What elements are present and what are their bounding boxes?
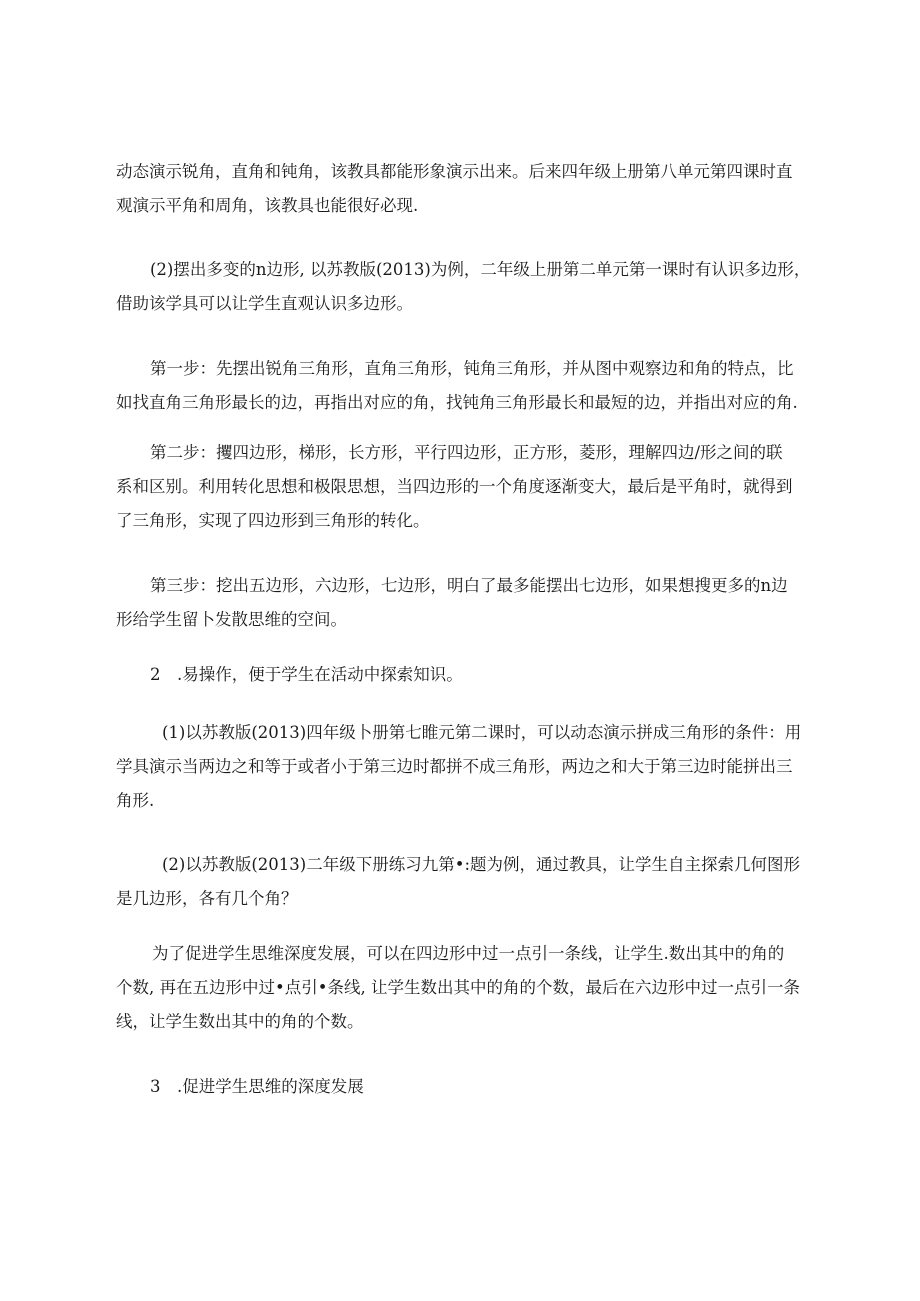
text-line: 第二步：攫四边形，梯形，长方形，平行四边形，正方形，菱形，理解四边/形之间的联 <box>150 443 783 462</box>
text-line: (2)以苏教版(2013)二年级下册练习九第•:题为例，通过教具，让学生自主探索几何图形 <box>162 855 801 874</box>
text-line: 线，让学生数出其中的角的个数。 <box>116 1012 364 1031</box>
text-line: 2 .易操作，便于学生在活动中探索知识。 <box>150 665 463 684</box>
text-line: 动态演示锐角，直角和钝角，该教具都能形象演示出来。后来四年级上册第八单元第四课时直 <box>116 162 793 181</box>
paragraph-polygon-item-2 <box>116 253 810 321</box>
text-line: 个数, 再在五边形中过•点引•条线, 让学生数出其中的角的个数，最后在六边形中过一点引一条 <box>116 978 800 997</box>
text-line: 第一步：先摆出锐角三角形，直角三角形，钝角三角形，并从图中观察边和角的特点，比 <box>150 359 794 378</box>
paragraph-exercise-nine <box>116 848 810 916</box>
text-line: 第三步：挖出五边形，六边形，七边形，明白了最多能摆出七边形，如果想搜更多的n边 <box>150 576 788 595</box>
text-line: 为了促进学生思维深度发展，可以在四边形中过一点引一条线，让学生.数出其中的角的 <box>152 944 785 963</box>
text-line: 了三角形，实现了四边形到三角形的转化。 <box>116 511 430 530</box>
text-line: 系和区别。利用转化思想和极限思想，当四边形的一个角度逐渐变大，最后是平角时，就得到 <box>116 477 793 496</box>
text-line: 如找直角三角形最长的边，再指出对应的角，找钝角三角形最长和最短的边，并指出对应的角. <box>116 393 798 412</box>
paragraph-step-three <box>116 569 810 637</box>
paragraph-triangle-condition <box>116 716 810 818</box>
text-line: 3 .促进学生思维的深度发展 <box>150 1077 364 1096</box>
paragraph-step-one <box>116 352 810 420</box>
paragraph-thinking-depth <box>116 937 810 1039</box>
text-line: 是几边形，各有几个角？ <box>116 889 298 908</box>
paragraph-step-two <box>116 436 810 538</box>
text-line: 形给学生留卜发散思维的空间。 <box>116 610 347 629</box>
section-heading-2 <box>116 658 810 692</box>
section-heading-3 <box>116 1070 810 1104</box>
text-line: (1)以苏教版(2013)四年级卜册第七睢元第二课时，可以动态演示拼成三角形的条件：用 <box>162 723 802 742</box>
text-line: 角形. <box>116 791 155 810</box>
text-line: (2)摆出多变的n边形, 以苏教版(2013)为例，二年级上册第二单元第一课时有认识多边形， <box>150 260 811 279</box>
text-line: 学具演示当两边之和等于或者小于第三边时都拼不成三角形，两边之和大于第三边时能拼出三 <box>116 757 793 776</box>
text-line: 观演示平角和周角，该教具也能很好必现. <box>116 196 419 215</box>
paragraph-angles-demo <box>116 155 810 223</box>
text-line: 借助该学具可以让学生直观认识多边形。 <box>116 294 413 313</box>
